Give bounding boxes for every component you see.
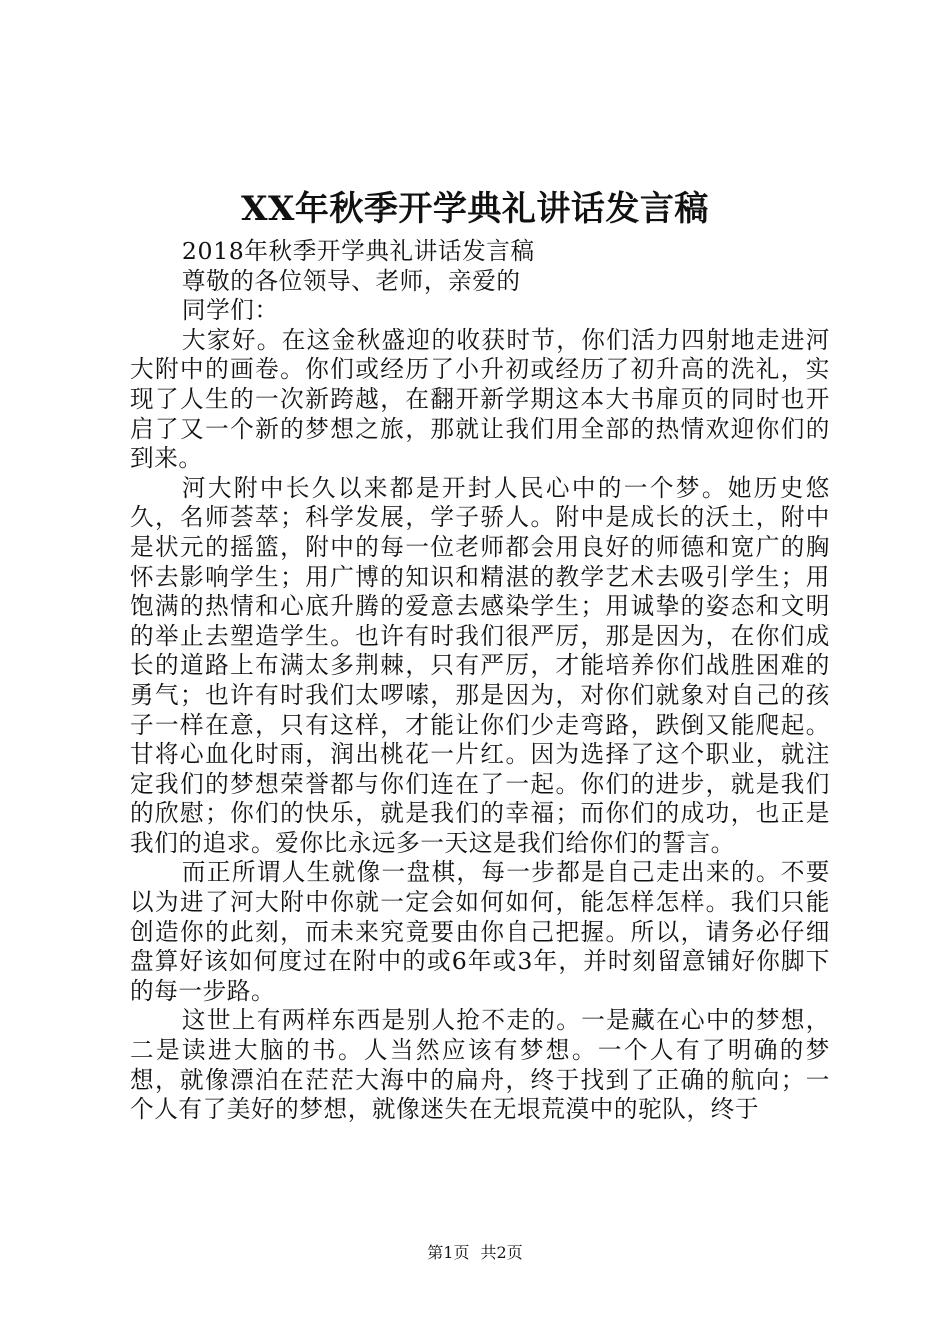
salutation-line-1: 尊敬的各位领导、老师，亲爱的 (181, 266, 521, 295)
body-paragraph: 这世上有两样东西是别人抢不走的。一是藏在心中的梦想，二是读进大脑的书。人当然应该有梦想。一个人有了明确的梦想，就像漂泊在茫茫大海中的扁舟，终于找到了正确的航向；一个人有了美好的梦想，就像迷失在无垠荒漠中的驼队，终于 (130, 1006, 830, 1124)
subtitle-paragraph: 2018年秋季开学典礼讲话发言稿 (181, 237, 535, 265)
page-number: 第1页 (427, 1243, 470, 1262)
body-paragraph: 而正所谓人生就像一盘棋，每一步都是自己走出来的。不要以为进了河大附中你就一定会如何如何，能怎样怎样。我们只能创造你的此刻，而未来究竟要由你自己把握。所以，请务必仔细盘算好该如何度过在附中的或6年或3年，并时刻留意铺好你脚下的每一步路。 (130, 858, 830, 1005)
salutation-line-2: 同学们： (181, 296, 279, 325)
document-body (130, 237, 830, 1125)
body-paragraph: 大家好。在这金秋盛迎的收获时节，你们活力四射地走进河大附中的画卷。你们或经历了小升初或经历了初升高的洗礼，实现了人生的一次新跨越，在翻开新学期这本大书扉页的同时也开启了又一个新的梦想之旅，那就让我们用全部的热情欢迎你们的到来。 (130, 325, 830, 473)
page-total: 共2页 (480, 1243, 523, 1262)
body-paragraph: 河大附中长久以来都是开封人民心中的一个梦。她历史悠久，名师荟萃；科学发展，学子骄人。附中是成长的沃土，附中是状元的摇篮，附中的每一位老师都会用良好的师德和宽广的胸怀去影响学生；用广博的知识和精湛的教学艺术去吸引学生；用饱满的热情和心底升腾的爱意去感染学生；用诚挚的姿态和文明的举止去塑造学生。也许有时我们很严厉，那是因为，在你们成长的道路上布满太多荆棘，只有严厉，才能培养你们战胜困难的勇气；也许有时我们太啰嗦，那是因为，对你们就象对自己的孩子一样在意，只有这样，才能让你们少走弯路，跌倒又能爬起。甘将心血化时雨，润出桃花一片红。因为选择了这个职业，就注定我们的梦想荣誉都与你们连在了一起。你们的进步，就是我们的欣慰；你们的快乐，就是我们的幸福；而你们的成功，也正是我们的追求。爱你比永远多一天这是我们给你们的誓言。 (130, 473, 830, 857)
page-footer (0, 1241, 950, 1265)
document-title: XX年秋季开学典礼讲话发言稿 (241, 189, 709, 229)
